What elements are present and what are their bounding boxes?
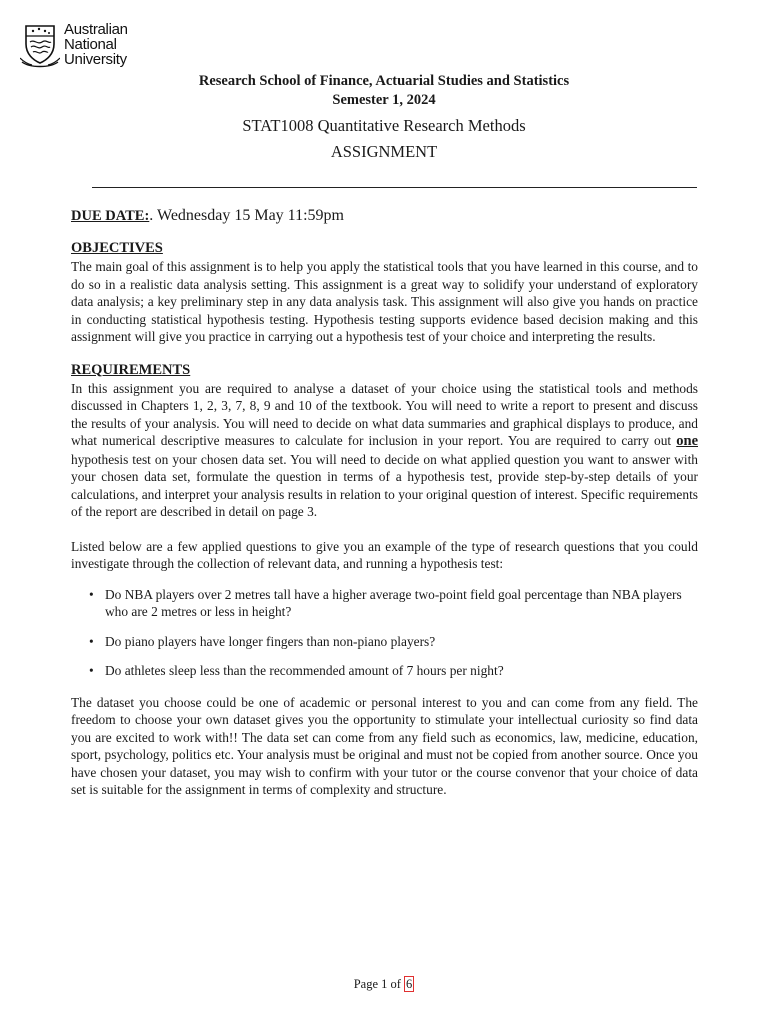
requirements-text-after: hypothesis test on your chosen data set. You will need to decide on what applied question you want to answer with your chosen data set, formulate the question in terms of a hypothesis test, provide step-by-step details of your calculations, and interpret your analysis results in relation to your original question of interest. Specific requirements of the report are described in detail on page 3. bbox=[71, 451, 698, 519]
question-text: Do athletes sleep less than the recommended amount of 7 hours per night? bbox=[105, 663, 504, 678]
page-footer bbox=[0, 977, 768, 992]
semester: Semester 1, 2024 bbox=[332, 92, 436, 108]
assignment-title: ASSIGNMENT bbox=[330, 142, 438, 161]
logo-line-1: Australian bbox=[64, 21, 128, 38]
due-date-value: Wednesday 15 May 11:59pm bbox=[157, 207, 344, 224]
bullet-icon: • bbox=[89, 663, 94, 678]
list-item bbox=[89, 662, 698, 680]
school-name: Research School of Finance, Actuarial Studies and Statistics bbox=[198, 73, 570, 89]
logo-line-3: University bbox=[64, 51, 127, 68]
course-title: STAT1008 Quantitative Research Methods bbox=[242, 116, 526, 135]
anu-logo bbox=[20, 22, 160, 72]
logo-line-2: National bbox=[64, 36, 117, 53]
requirements-text-before: In this assignment you are required to analyse a dataset of your choice using the statistical tools and methods discussed in Chapters 1, 2, 3, 7, 8, 9 and 10 of the textbook. You will need to write a report to present and discuss the results of your analysis. You will need to decide on what data summaries and graphical displays to produce, and what numerical descriptive measures to calculate for inclusion in your report. You are required to carry out bbox=[71, 380, 698, 448]
dataset-choice-paragraph: The dataset you choose could be one of academic or personal interest to you and can come from any field. The freedom to choose your own dataset gives you the opportunity to stimulate your intellectual curiosity so find data you are excited to work with!! The data set can come from any field such as economics, law, medicine, education, sport, psychology, politics etc. Your analysis must be original and must not be copied from another source. Once you have chosen your dataset, you may wish to confirm with your tutor or the course convenor that your choice of data set is suitable for the assignment in terms of complexity and structure. bbox=[71, 694, 698, 797]
due-date-label: DUE DATE: bbox=[71, 208, 150, 224]
objectives-paragraph: The main goal of this assignment is to help you apply the statistical tools that you have learned in this course, and to do so in a realistic data analysis setting. This assignment is a great way to solidify your understand of exploratory data analysis; a key preliminary step in any data analysis task. This assignment will also give you hands on practice in conducting statistical hypothesis testing. Hypothesis testing supports evidence based decision making and this assignment will give you practice in carrying out a hypothesis test of your choice and interpreting the results. bbox=[71, 259, 698, 344]
page-number-prefix: Page 1 of bbox=[353, 977, 401, 991]
document-body bbox=[71, 205, 698, 799]
due-date-separator: . bbox=[149, 207, 154, 224]
list-item bbox=[89, 633, 698, 651]
example-questions-intro: Listed below are a few applied questions to give you an example of the type of research questions that you could investigate through the collection of relevant data, and running a hypothesis test: bbox=[71, 538, 698, 571]
logo-wordmark bbox=[64, 22, 128, 67]
due-date bbox=[71, 205, 698, 227]
example-questions-list bbox=[71, 586, 698, 680]
question-text: Do piano players have longer fingers than non-piano players? bbox=[105, 633, 436, 649]
objectives-heading: OBJECTIVES bbox=[71, 240, 163, 256]
question-text: Do NBA players over 2 metres tall have a higher average two-point field goal percentage than NBA players who are 2 metres or less in height? bbox=[105, 586, 682, 619]
header-divider bbox=[92, 187, 697, 188]
requirements-emphasis: one bbox=[676, 433, 698, 449]
page-total-link[interactable]: 6 bbox=[406, 977, 413, 991]
requirements-paragraph bbox=[71, 380, 698, 521]
anu-crest-icon bbox=[20, 22, 60, 68]
document-header bbox=[0, 72, 768, 162]
bullet-icon: • bbox=[89, 586, 94, 602]
list-item bbox=[89, 586, 698, 621]
bullet-icon: • bbox=[89, 633, 94, 649]
requirements-heading: REQUIREMENTS bbox=[71, 361, 191, 378]
